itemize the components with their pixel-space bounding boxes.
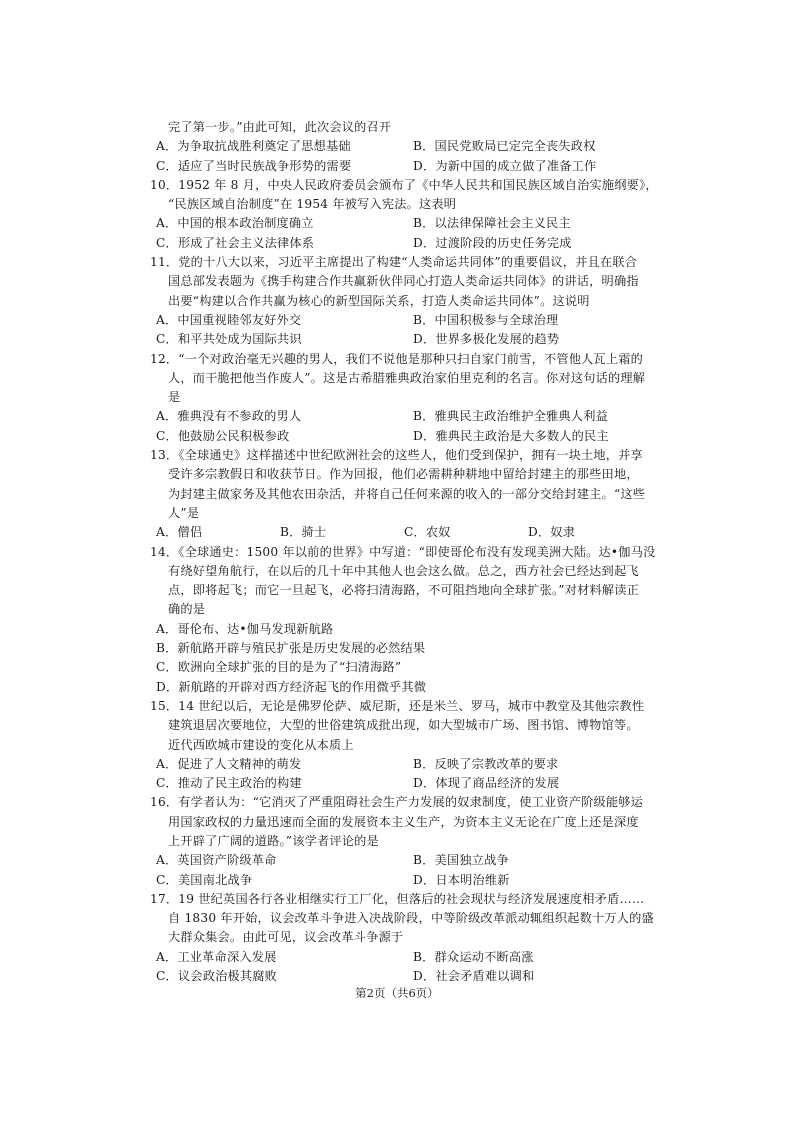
q9-option-d: D．为新中国的成立做了准备工作 [413, 158, 597, 173]
q14-stem-line1: 14．《全球通史：1500 年以前的世界》中写道：“即使哥伦布没有发现美洲大陆。达•伽马没 [150, 544, 656, 559]
q14-option-b: B．新航路开辟与殖民扩张是历史发展的必然结果 [156, 641, 426, 656]
q11-option-a: A．中国重视睦邻友好外交 [156, 312, 302, 327]
q11-option-b: B．中国积极参与全球治理 [413, 312, 559, 327]
q15-option-a: A．促进了人文精神的萌发 [156, 756, 302, 771]
q16-stem-line1: 16．有学者认为：“它消灭了严重阻碍社会生产力发展的奴隶制度，使工业资产阶级能够运 [150, 795, 644, 810]
q13-option-b: B．骑士 [280, 525, 327, 540]
q16-stem-line3: 上开辟了广阔的道路。”该学者评论的是 [168, 833, 379, 848]
q13-stem-line2: 受许多宗教假日和收获节日。作为回报，他们必需耕种耕地中留给封建主的那些田地， [168, 467, 639, 482]
q15-stem-line2: 建筑退居次要地位，大型的世俗建筑成批出现，如大型城市广场、图书馆、博物馆等。 [168, 718, 639, 733]
page-footer: 第2页（共6页） [355, 986, 439, 1000]
q13-options-row [150, 523, 670, 542]
q17-option-d: D．社会矛盾难以调和 [413, 969, 535, 984]
q10-option-a: A．中国的根本政治制度确立 [156, 216, 314, 231]
q15-stem-line3: 近代西欧城市建设的变化从本质上 [168, 737, 354, 752]
q16-option-a: A．英国资产阶级革命 [156, 853, 277, 868]
q11-stem-line3: 出要“构建以合作共赢为核心的新型国际关系，打造人类命运共同体”。这说明 [168, 293, 590, 308]
q13-stem-line4: 人”是 [168, 505, 200, 520]
q10-option-c: C．形成了社会主义法律体系 [156, 235, 315, 250]
q15-option-d: D．体现了商品经济的发展 [413, 776, 560, 791]
q9-option-b: B．国民党败局已定完全丧失政权 [413, 139, 596, 154]
q17-stem-line3: 大群众集会。由此可见，议会改革斗争源于 [168, 930, 404, 945]
q17-options-row1 [150, 948, 670, 967]
q15-options-row2 [150, 774, 670, 793]
q12-stem-line3: 是 [168, 390, 181, 405]
q12-option-a: A．雅典没有不参政的男人 [156, 409, 302, 424]
q10-stem-line2: “民族区域自治制度”在 1954 年被写入宪法。这表明 [168, 197, 457, 212]
q16-options-row2 [150, 871, 670, 890]
q10-stem-line1: 10．1952 年 8 月，中央人民政府委员会颁布了《中华人民共和国民族区域自治实施纲要》， [150, 177, 658, 192]
q14-option-c-row [150, 658, 670, 677]
q12-option-c: C．他鼓励公民积极参政 [156, 428, 290, 443]
q17-stem-line1: 17．19 世纪英国各行各业相继实行工厂化，但落后的社会现状与经济发展速度相矛盾…… [150, 891, 645, 906]
q12-stem-line2: 人，而干脆把他当作废人”。这是古希腊雅典政治家伯里克利的名言。你对这句话的理解 [168, 370, 646, 385]
q12-options-row1 [150, 407, 670, 426]
q9-options-row2 [150, 157, 670, 176]
q16-option-d: D．日本明治维新 [413, 872, 510, 887]
q15-option-b: B．反映了宗教改革的要求 [413, 756, 559, 771]
q12-stem-line1: 12．“一个对政治毫无兴趣的男人，我们不说他是那种只扫自家门前雪，不管他人瓦上霜的 [150, 351, 644, 366]
q11-options-row2 [150, 330, 670, 349]
q9-options-row1 [150, 137, 670, 156]
q12-option-b: B．雅典民主政治维护全雅典人利益 [413, 409, 608, 424]
q16-options-row1 [150, 851, 670, 870]
q11-stem-line2: 国总部发表题为《携手构建合作共赢新伙伴同心打造人类命运共同体》的讲话，明确指 [168, 274, 639, 289]
q10-options-row2 [150, 234, 670, 253]
q14-stem-line2: 有绕好望角航行，在以后的几十年中其他人也会这么做。总之，西方社会已经达到起飞 [168, 563, 639, 578]
q11-options-row1 [150, 311, 670, 330]
q13-option-a: A．僧侣 [156, 525, 203, 540]
q16-option-c: C．美国南北战争 [156, 872, 253, 887]
question-list [150, 118, 670, 986]
q13-option-d: D．奴隶 [528, 525, 576, 540]
q12-option-d: D．雅典民主政治是大多数人的民主 [413, 428, 609, 443]
q11-option-c: C．和平共处成为国际共识 [156, 332, 302, 347]
q10-options-row1 [150, 214, 670, 233]
q14-option-b-row [150, 639, 670, 658]
q14-option-d: D．新航路的开辟对西方经济起飞的作用微乎其微 [156, 679, 427, 694]
q12-options-row2 [150, 427, 670, 446]
q15-options-row1 [150, 755, 670, 774]
q16-stem-line2: 用国家政权的力量迅速而全面的发展资本主义生产，为资本主义无论在广度上还是深度 [168, 814, 639, 829]
q9-option-c: C．适应了当时民族战争形势的需要 [156, 158, 352, 173]
q9-option-a: A．为争取抗战胜利奠定了思想基础 [156, 139, 351, 154]
q13-stem-line3: 为封建主做家务及其他农田杂活，并将自己任何来源的收入的一部分交给封建主。“这些 [168, 486, 646, 501]
q17-stem-line2: 自 1830 年开始，议会改革斗争进入决战阶段，中等阶级改革派动辄组织起数十万人的盛 [168, 911, 654, 926]
q13-stem-line1: 13．《全球通史》这样描述中世纪欧洲社会的这些人，他们受到保护，拥有一块土地，并享 [150, 448, 643, 463]
q14-stem-line3: 点，即将起飞；而它一旦起飞，必将扫清海路，不可阻挡地向全球扩张。”对材料解读正 [168, 583, 640, 598]
q17-option-b: B．群众运动不断高涨 [413, 949, 534, 964]
q14-option-c: C．欧洲向全球扩张的目的是为了“扫清海路” [156, 660, 402, 675]
q13-option-c: C．农奴 [404, 525, 451, 540]
q11-option-d: D．世界多极化发展的趋势 [413, 332, 560, 347]
q11-stem-line1: 11．党的十八大以来，习近平主席提出了构建“人类命运共同体”的重要倡议，并且在联合 [150, 255, 638, 270]
q17-option-c: C．议会政治极其腐败 [156, 969, 278, 984]
q14-stem-line4: 确的是 [168, 602, 206, 617]
q10-option-b: B．以法律保障社会主义民主 [413, 216, 571, 231]
q15-stem-line1: 15．14 世纪以后，无论是佛罗伦萨、威尼斯，还是米兰、罗马，城市中教堂及其他宗教性 [150, 698, 645, 713]
q10-option-d: D．过渡阶段的历史任务完成 [413, 235, 572, 250]
q17-options-row2 [150, 967, 670, 986]
q9-continuation: 完了第一步。”由此可知，此次会议的召开 [168, 120, 392, 134]
q14-option-a: A．哥伦布、达•伽马发现新航路 [156, 621, 334, 636]
q17-option-a: A．工业革命深入发展 [156, 949, 277, 964]
q16-option-b: B．美国独立战争 [413, 853, 509, 868]
q14-option-d-row [150, 678, 670, 697]
q15-option-c: C．推动了民主政治的构建 [156, 776, 302, 791]
q14-option-a-row [150, 620, 670, 639]
